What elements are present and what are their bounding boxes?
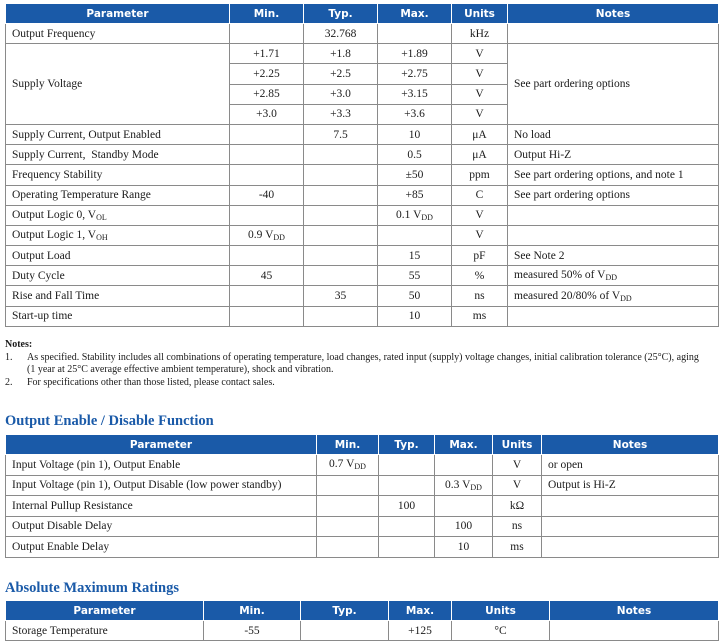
table-row (6, 24, 719, 44)
cell-notes: See part ordering options, and note 1 (508, 165, 719, 185)
cell-max: 55 (378, 266, 452, 286)
cell-units: V (493, 455, 542, 476)
header-notes: Notes (542, 435, 719, 455)
note-item: 1. As specified. Stability includes all combinations of operating temperature, load changes, rated input (supply) voltage changes, initial calibration tolerance (25°C), aging (1 year at 25°C average effective ambient temperature), shock and vibration. (5, 351, 699, 375)
output-enable-table (5, 434, 719, 558)
cell-typ: 35 (304, 286, 378, 306)
cell-parameter: Internal Pullup Resistance (6, 496, 317, 517)
cell-parameter: Storage Temperature (6, 621, 204, 641)
table-row (6, 225, 719, 245)
cell-min: 0.9 $V_{DD}$ (230, 225, 304, 245)
cell-parameter: Output Load (6, 246, 230, 266)
header-typ: Typ. (304, 4, 378, 24)
header-notes: Notes (508, 4, 719, 24)
cell-parameter: Output Disable Delay (6, 516, 317, 537)
cell-max: ±50 (378, 165, 452, 185)
table-row (6, 455, 719, 476)
table-row (6, 124, 719, 144)
cell-units: ns (452, 286, 508, 306)
cell-parameter: Output Logic 0, $V_{OL}$ (6, 205, 230, 225)
cell-units: V (452, 104, 508, 124)
table-row (6, 266, 719, 286)
cell-min: 0.7 $V_{DD}$ (317, 455, 379, 476)
cell-min: -55 (204, 621, 301, 641)
cell-parameter: Output Logic 1, $V_{OH}$ (6, 225, 230, 245)
section-heading-absolute-maximum: Absolute Maximum Ratings (5, 580, 180, 596)
note-item: 2. For specifications other than those listed, please contact sales. (5, 376, 275, 388)
cell-min: +2.85 (230, 84, 304, 104)
cell-units: kΩ (493, 496, 542, 517)
cell-parameter: Duty Cycle (6, 266, 230, 286)
cell-units: ms (452, 306, 508, 326)
cell-units: °C (452, 621, 550, 641)
cell-notes: measured 20/80% of $V_{DD}$ (508, 286, 719, 306)
header-min: Min. (230, 4, 304, 24)
cell-max: 10 (378, 306, 452, 326)
section-heading-output-enable: Output Enable / Disable Function (5, 413, 214, 429)
table-row (6, 44, 719, 64)
table-row (6, 516, 719, 537)
header-parameter: Parameter (6, 435, 317, 455)
cell-notes: Output Hi-Z (508, 145, 719, 165)
header-max: Max. (389, 601, 452, 621)
table-row (6, 165, 719, 185)
cell-units: C (452, 185, 508, 205)
absolute-maximum-table (5, 600, 719, 641)
cell-parameter: Input Voltage (pin 1), Output Disable (low power standby) (6, 475, 317, 496)
cell-units: pF (452, 246, 508, 266)
header-units: Units (493, 435, 542, 455)
table-row (6, 246, 719, 266)
cell-units: V (452, 225, 508, 245)
table-row (6, 205, 719, 225)
cell-min: 45 (230, 266, 304, 286)
header-units: Units (452, 4, 508, 24)
cell-parameter: Input Voltage (pin 1), Output Enable (6, 455, 317, 476)
table-row (6, 537, 719, 558)
cell-parameter: Frequency Stability (6, 165, 230, 185)
notes-title: Notes: (5, 339, 33, 350)
cell-max: +85 (378, 185, 452, 205)
table-row (6, 286, 719, 306)
cell-units: % (452, 266, 508, 286)
cell-typ: 100 (379, 496, 435, 517)
header-min: Min. (317, 435, 379, 455)
table-row (6, 621, 719, 641)
cell-notes: measured 50% of $V_{DD}$ (508, 266, 719, 286)
cell-notes: or open (542, 455, 719, 476)
cell-units: μA (452, 124, 508, 144)
cell-min: +2.25 (230, 64, 304, 84)
cell-typ: +3.3 (304, 104, 378, 124)
cell-typ: 7.5 (304, 124, 378, 144)
cell-typ: +2.5 (304, 64, 378, 84)
cell-parameter: Start-up time (6, 306, 230, 326)
cell-parameter: Supply Current, Output Enabled (6, 124, 230, 144)
cell-notes: See part ordering options (508, 185, 719, 205)
table-header-row (6, 601, 719, 621)
cell-typ: 32.768 (304, 24, 378, 44)
cell-units: kHz (452, 24, 508, 44)
cell-parameter: Rise and Fall Time (6, 286, 230, 306)
cell-parameter: Output Frequency (6, 24, 230, 44)
cell-notes: See part ordering options (508, 44, 719, 125)
table-row (6, 185, 719, 205)
cell-units: V (452, 84, 508, 104)
notes-section (5, 339, 705, 389)
table-row (6, 496, 719, 517)
cell-notes: See Note 2 (508, 246, 719, 266)
header-max: Max. (378, 4, 452, 24)
header-min: Min. (204, 601, 301, 621)
cell-max: 0.3 $V_{DD}$ (435, 475, 493, 496)
cell-max: 10 (435, 537, 493, 558)
cell-min: -40 (230, 185, 304, 205)
cell-notes: No load (508, 124, 719, 144)
header-notes: Notes (550, 601, 719, 621)
table-header-row (6, 4, 719, 24)
header-typ: Typ. (301, 601, 389, 621)
cell-typ: +3.0 (304, 84, 378, 104)
cell-units: μA (452, 145, 508, 165)
cell-max: 10 (378, 124, 452, 144)
cell-max: +1.89 (378, 44, 452, 64)
specifications-table (5, 3, 719, 327)
table-header-row (6, 435, 719, 455)
cell-max: 0.5 (378, 145, 452, 165)
cell-units: V (493, 475, 542, 496)
cell-parameter: Supply Voltage (6, 44, 230, 125)
cell-units: ms (493, 537, 542, 558)
table-row (6, 475, 719, 496)
cell-max: +125 (389, 621, 452, 641)
cell-max: 50 (378, 286, 452, 306)
cell-max: +3.15 (378, 84, 452, 104)
cell-notes: Output is Hi-Z (542, 475, 719, 496)
cell-min: +3.0 (230, 104, 304, 124)
cell-parameter: Operating Temperature Range (6, 185, 230, 205)
cell-max: +3.6 (378, 104, 452, 124)
cell-max: 15 (378, 246, 452, 266)
cell-units: ns (493, 516, 542, 537)
cell-parameter: Output Enable Delay (6, 537, 317, 558)
cell-max: 0.1 $V_{DD}$ (378, 205, 452, 225)
header-typ: Typ. (379, 435, 435, 455)
header-units: Units (452, 601, 550, 621)
table-row (6, 306, 719, 326)
cell-parameter: Supply Current, Standby Mode (6, 145, 230, 165)
table-row (6, 145, 719, 165)
header-max: Max. (435, 435, 493, 455)
cell-units: V (452, 205, 508, 225)
cell-max: +2.75 (378, 64, 452, 84)
cell-units: V (452, 44, 508, 64)
cell-units: V (452, 64, 508, 84)
header-parameter: Parameter (6, 601, 204, 621)
cell-max: 100 (435, 516, 493, 537)
cell-min: +1.71 (230, 44, 304, 64)
header-parameter: Parameter (6, 4, 230, 24)
cell-typ: +1.8 (304, 44, 378, 64)
cell-units: ppm (452, 165, 508, 185)
